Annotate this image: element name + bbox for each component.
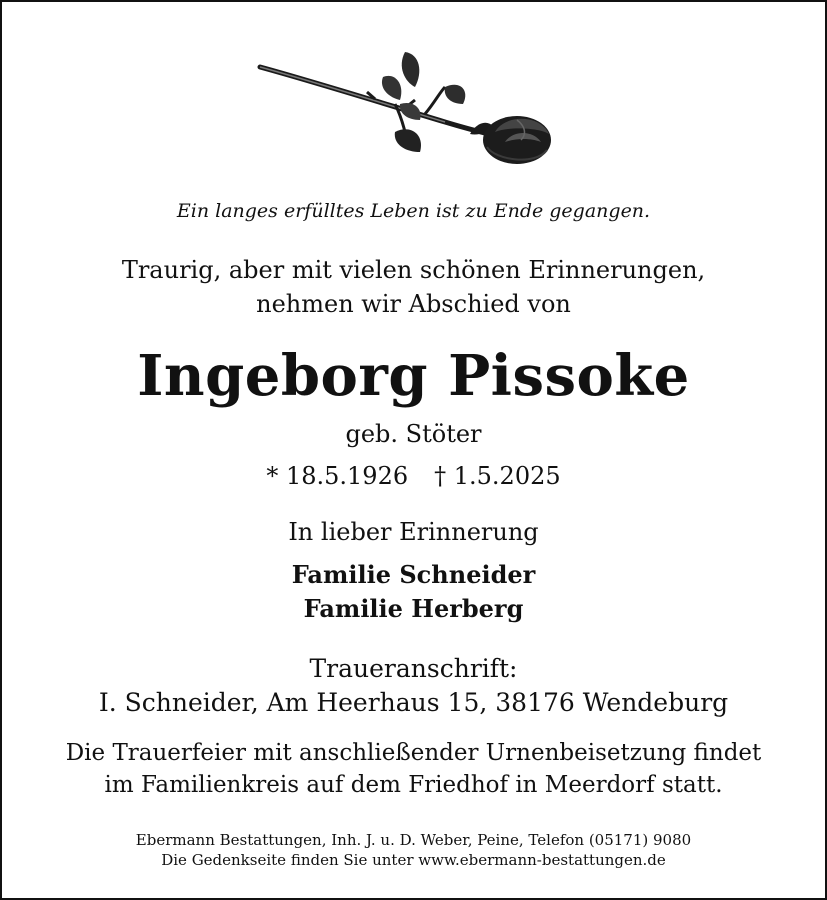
memory-line: In lieber Erinnerung xyxy=(288,518,539,546)
family-name: Familie Herberg xyxy=(303,594,524,623)
birth-date: * 18.5.1926 xyxy=(266,462,409,490)
ceremony-line-2: im Familienkreis auf dem Friedhof in Meerdorf statt. xyxy=(104,772,723,798)
mourning-address: I. Schneider, Am Heerhaus 15, 38176 Wendeburg xyxy=(98,688,729,717)
ceremony-line-1: Die Trauerfeier mit anschließender Urnenbeisetzung findet xyxy=(65,740,762,766)
intro-line-2: nehmen wir Abschied von xyxy=(256,290,571,318)
deceased-name: Ingeborg Pissoke xyxy=(137,343,690,409)
intro-line-1: Traurig, aber mit vielen schönen Erinnerungen, xyxy=(121,256,706,284)
birth-name: geb. Stöter xyxy=(345,420,482,448)
address-label: Traueranschrift: xyxy=(309,654,518,683)
footer-website: Die Gedenkseite finden Sie unter www.ebermann-bestattungen.de xyxy=(161,851,666,869)
motto: Ein langes erfülltes Leben ist zu Ende gegangen. xyxy=(176,200,651,222)
family-name: Familie Schneider xyxy=(291,560,536,589)
footer-undertaker: Ebermann Bestattungen, Inh. J. u. D. Weber, Peine, Telefon (05171) 9080 xyxy=(135,831,692,849)
death-date: † 1.5.2025 xyxy=(434,462,561,490)
life-dates xyxy=(0,462,827,490)
rose-icon xyxy=(255,42,560,172)
